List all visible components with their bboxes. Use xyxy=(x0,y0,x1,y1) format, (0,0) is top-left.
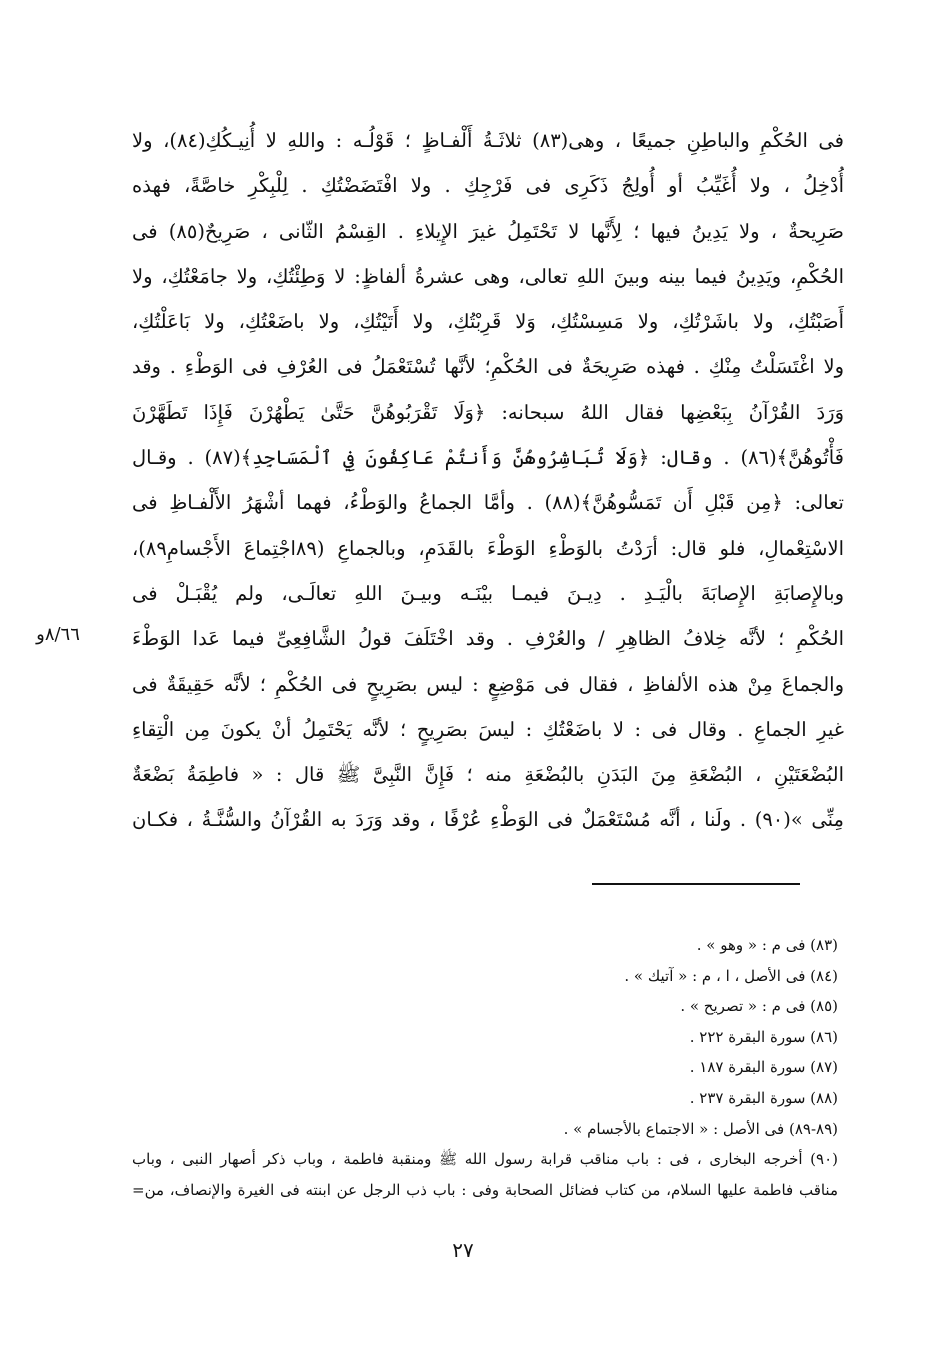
body-text xyxy=(132,118,844,843)
body-line: فى الحُكْمِ والباطِنِ جميعًا ، وهى(٨٣) ثلاثَـةُ أَلْفـاظٍ ؛ قَوْلُـه : واللهِ لا أُنِيـكُكِ(٨٤)، ولا xyxy=(132,129,844,152)
body-line: البُضْعَتَيْنِ ، البُضْعَةِ مِنَ البَدَنِ بالبُضْعَةِ منه ؛ فَإِنَّ النَّبِىَّ ﷺ قال : « فاطِمَةُ بَضْعَةٌ xyxy=(132,763,844,787)
body-line: الحُكْمِ، ويَدِينُ فيما بينه وبينَ اللهِ تعالى، وهى عشرةُ ألفاظٍ: لا وَطِئْتُكِ، ولا جامَعْتُكِ، ولا xyxy=(132,264,844,288)
footnote: (٨٦) سورة البقرة ٢٢٢ . xyxy=(689,1027,838,1046)
body-line: وبالإِصابَةِ الإِصابَةَ بالْيَـدِ . دِيـنَ فيمـا بيْنَـه وبيـنَ اللهِ تعالَـى، ولم يُقْبَـلْ فى xyxy=(132,581,844,605)
footnotes xyxy=(132,930,838,1205)
footnote: (٨٣) فى م : « وهو » . xyxy=(696,936,838,954)
body-line: ولا اغْتَسَلْتُ مِنْكِ . فهذه صَرِيحَةٌ فى الحُكْمِ؛ لأنَّها تُسْتَعْمَلُ فى العُرْفِ فى الوَطْءِ . وقد xyxy=(132,355,844,379)
footnote: (٨٨) سورة البقرة ٢٣٧ . xyxy=(689,1088,838,1107)
body-line: أَصَبْتُكِ، ولا باشَرْتُكِ، ولا مَسِسْتُكِ، وَلا قَرِبْتُكِ، ولا أَتَيْتُكِ، ولا باضَعْتُكِ، ولا بَاعَلْتُكِ، xyxy=(132,310,844,334)
body-line: الاسْتِعْمالِ، فلو قال: أرَدْتُ بالوَطْءِ الوَطْءَ بالقَدَمِ، وبالجماعِ (٨٩اجْتِماعَ الأَجْسامِ٨٩)، xyxy=(132,536,844,560)
footnote-divider xyxy=(592,883,800,885)
footnote: (٨٥) فى م : « تصريح » . xyxy=(680,997,838,1016)
footnote-continuation: مناقب فاطمة عليها السلام، من كتاب فضائل الصحابة وفى : باب ذب الرجل عن ابنته فى الغيرة والإنصاف، من= xyxy=(132,1180,838,1199)
footnote: (٨٩-٨٩) فى الأصل : « الاجتماع بالأجسام » . xyxy=(563,1119,838,1138)
body-line: أُدْخِلُ ، ولا أُغَيِّبُ أو أُولِجُ ذَكَرِى فى فَرْجِكِ . ولا افْتَضَضْتُكِ . لِلْبِكْرِ خاصَّةً، فهذه xyxy=(132,174,844,198)
body-line: والجماعَ مِنْ هذه الألفاظِ ، فقال فى مَوْضِعٍ : ليس بصَرِيحٍ فى الحُكْمِ ؛ لأنَّه حَقِيقَةٌ فى xyxy=(132,672,844,696)
page-number: ٢٧ xyxy=(452,1238,474,1262)
body-line: مِنِّى »(٩٠) . ولَنا ، أنَّه مُسْتَعْمَلٌ فى الوَطْءِ عُرْفًا ، وقد وَرَدَ به القُرْآنُ والسُّنَّـةُ ، فكـان xyxy=(132,808,844,832)
body-line: غيرِ الجماعِ . وقال فى : لا باضَعْتُكِ : ليسَ بصَرِيحٍ ؛ لأنَّه يَحْتَمِلُ أنْ يكونَ مِن الْتِقاءِ xyxy=(132,717,844,741)
footnote: (٩٠) أخرجه البخارى ، فى : باب مناقب قرابة رسول الله ﷺ ومنقبة فاطمة ، وباب ذكر أصهار النبى ، وباب xyxy=(132,1150,838,1169)
footnote: (٨٧) سورة البقرة ١٨٧ . xyxy=(689,1058,838,1077)
footnote: (٨٤) فى الأصل ، ا ، م : « آتيك » . xyxy=(624,966,838,985)
body-line: صَرِيحةٌ ، ولا يَدِينُ فيها ؛ لِأَنَّها لا تَحْتَمِلُ غيرَ الإِيلاءِ . القِسْمُ الثّانى ، صَرِيحٌ(٨٥) فى xyxy=(132,219,844,243)
body-line: تعالى: ﴿مِن قَبْلِ أَن تَمَسُّوهُنَّ﴾(٨٨) . وأمَّا الجماعُ والوَطْءُ، فهما أشْهَرُ الأَلْفـاظِ فى xyxy=(132,491,844,515)
body-line: الحُكْمِ ؛ لأنَّه خِلافُ الظاهِرِ / والعُرْفِ . وقد اخْتَلَفَ قولُ الشَّافِعِىِّ فيما عَدا الوَطْءَ xyxy=(132,627,844,651)
body-line: فَأْتُوهُنَّ﴾(٨٦) . وقال: ﴿وَلَا تُبَاشِرُوهُنَّ وَأَنتُمْ عَاكِفُونَ فِي ٱلْمَسَاجِدِ﴾(٨٧) . وقـال xyxy=(132,446,844,470)
body-line: وَرَدَ القُرْآنُ بِبَعْضِها فقال اللهُ سبحانه: ﴿وَلَا تَقْرَبُوهُنَّ حَتَّىٰ يَطْهُرْنَ فَإِذَا تَطَهَّرْنَ xyxy=(132,400,844,424)
manuscript-folio-note: ٨/٦٦و xyxy=(36,624,80,645)
